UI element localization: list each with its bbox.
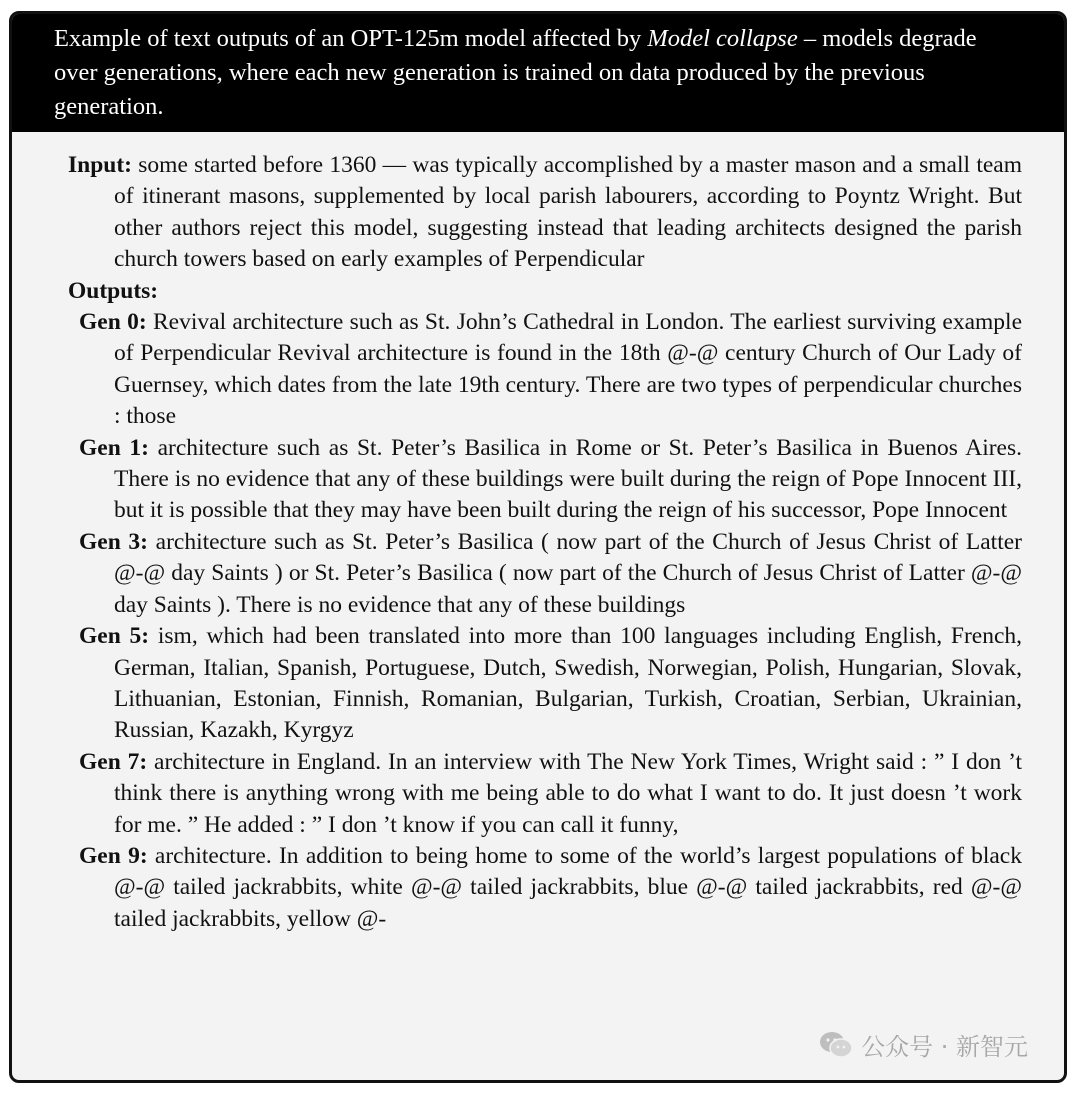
gen-entry [68, 747, 1022, 841]
gen-label: Gen 9: [79, 842, 148, 869]
box-header [12, 14, 1064, 132]
gen-text: architecture such as St. Peter’s Basilica in Rome or St. Peter’s Basilica in Buenos Aires. There is no evidence that any of these buildings were built during the reign of Pope Innocent III, but it is possible that they may have been built during the reign of his successor, Pope Innocent [114, 434, 1023, 524]
gen-entry [68, 621, 1022, 747]
gen-label: Gen 3: [79, 528, 148, 555]
outputs-label: Outputs: [68, 277, 159, 304]
gen-entry [68, 433, 1022, 527]
gen-text: architecture. In addition to being home to some of the world’s largest populations of black @-@ tailed jackrabbits, white @-@ tailed jackrabbits, blue @-@ tailed jackrabbits, red @-@ tailed jackrabbits, yellow @- [114, 842, 1022, 932]
header-italic: Model collapse [647, 25, 798, 52]
header-text-before: Example of text outputs of an OPT-125m model affected by [54, 25, 648, 52]
gen-text: architecture such as St. Peter’s Basilica ( now part of the Church of Jesus Christ of Latter @-@ day Saints ) or St. Peter’s Basilica ( now part of the Church of Jesus Christ of Latter @-@ day Saints ). There is no evidence that any of these buildings [114, 528, 1022, 618]
gen-text: Revival architecture such as St. John’s Cathedral in London. The earliest surviving example of Perpendicular Revival architecture is found in the 18th @-@ century Church of Our Lady of Guernsey, which dates from the late 19th century. There are two types of perpendicular churches : those [114, 309, 1023, 430]
gen-entry [68, 527, 1022, 621]
content [12, 132, 1064, 935]
wechat-icon [819, 1030, 853, 1060]
gen-entry [68, 307, 1022, 433]
gen-text: ism, which had been translated into more than 100 languages including English, French, German, Italian, Spanish, Portuguese, Dutch, Swedish, Norwegian, Polish, Hungarian, Slovak, Lithuanian, Estonian, Finnish, Romanian, Bulgarian, Turkish, Croatian, Serbian, Ukrainian, Russian, Kazakh, Kyrgyz [114, 623, 1023, 744]
header-text-after: – models degrade over generations, where each new generation is trained on data produced by the previous generation. [54, 25, 977, 120]
gen-label: Gen 0: [79, 309, 147, 336]
gen-text: architecture in England. In an interview with The New York Times, Wright said : ” I don ’t think there is anything wrong with me being able to do what I want to do. It just doesn ’t work for me. ” He added : ” I don ’t know if you can call it funny, [114, 748, 1022, 838]
gen-label: Gen 1: [79, 434, 149, 461]
gen-entry [68, 841, 1022, 935]
input-text: some started before 1360 — was typically accomplished by a master mason and a small team of itinerant masons, supplemented by local parish labourers, according to Poyntz Wright. But other authors reject this model, suggesting instead that leading architects designed the parish church towers based on early examples of Perpendicular [114, 152, 1022, 273]
figure-box [9, 11, 1067, 1083]
gen-label: Gen 7: [79, 748, 148, 775]
watermark [819, 1027, 1028, 1062]
input-label: Input: [68, 152, 133, 178]
watermark-text: 公众号 · 新智元 [861, 1033, 1028, 1061]
gen-label: Gen 5: [79, 623, 150, 650]
input-entry [68, 150, 1022, 276]
